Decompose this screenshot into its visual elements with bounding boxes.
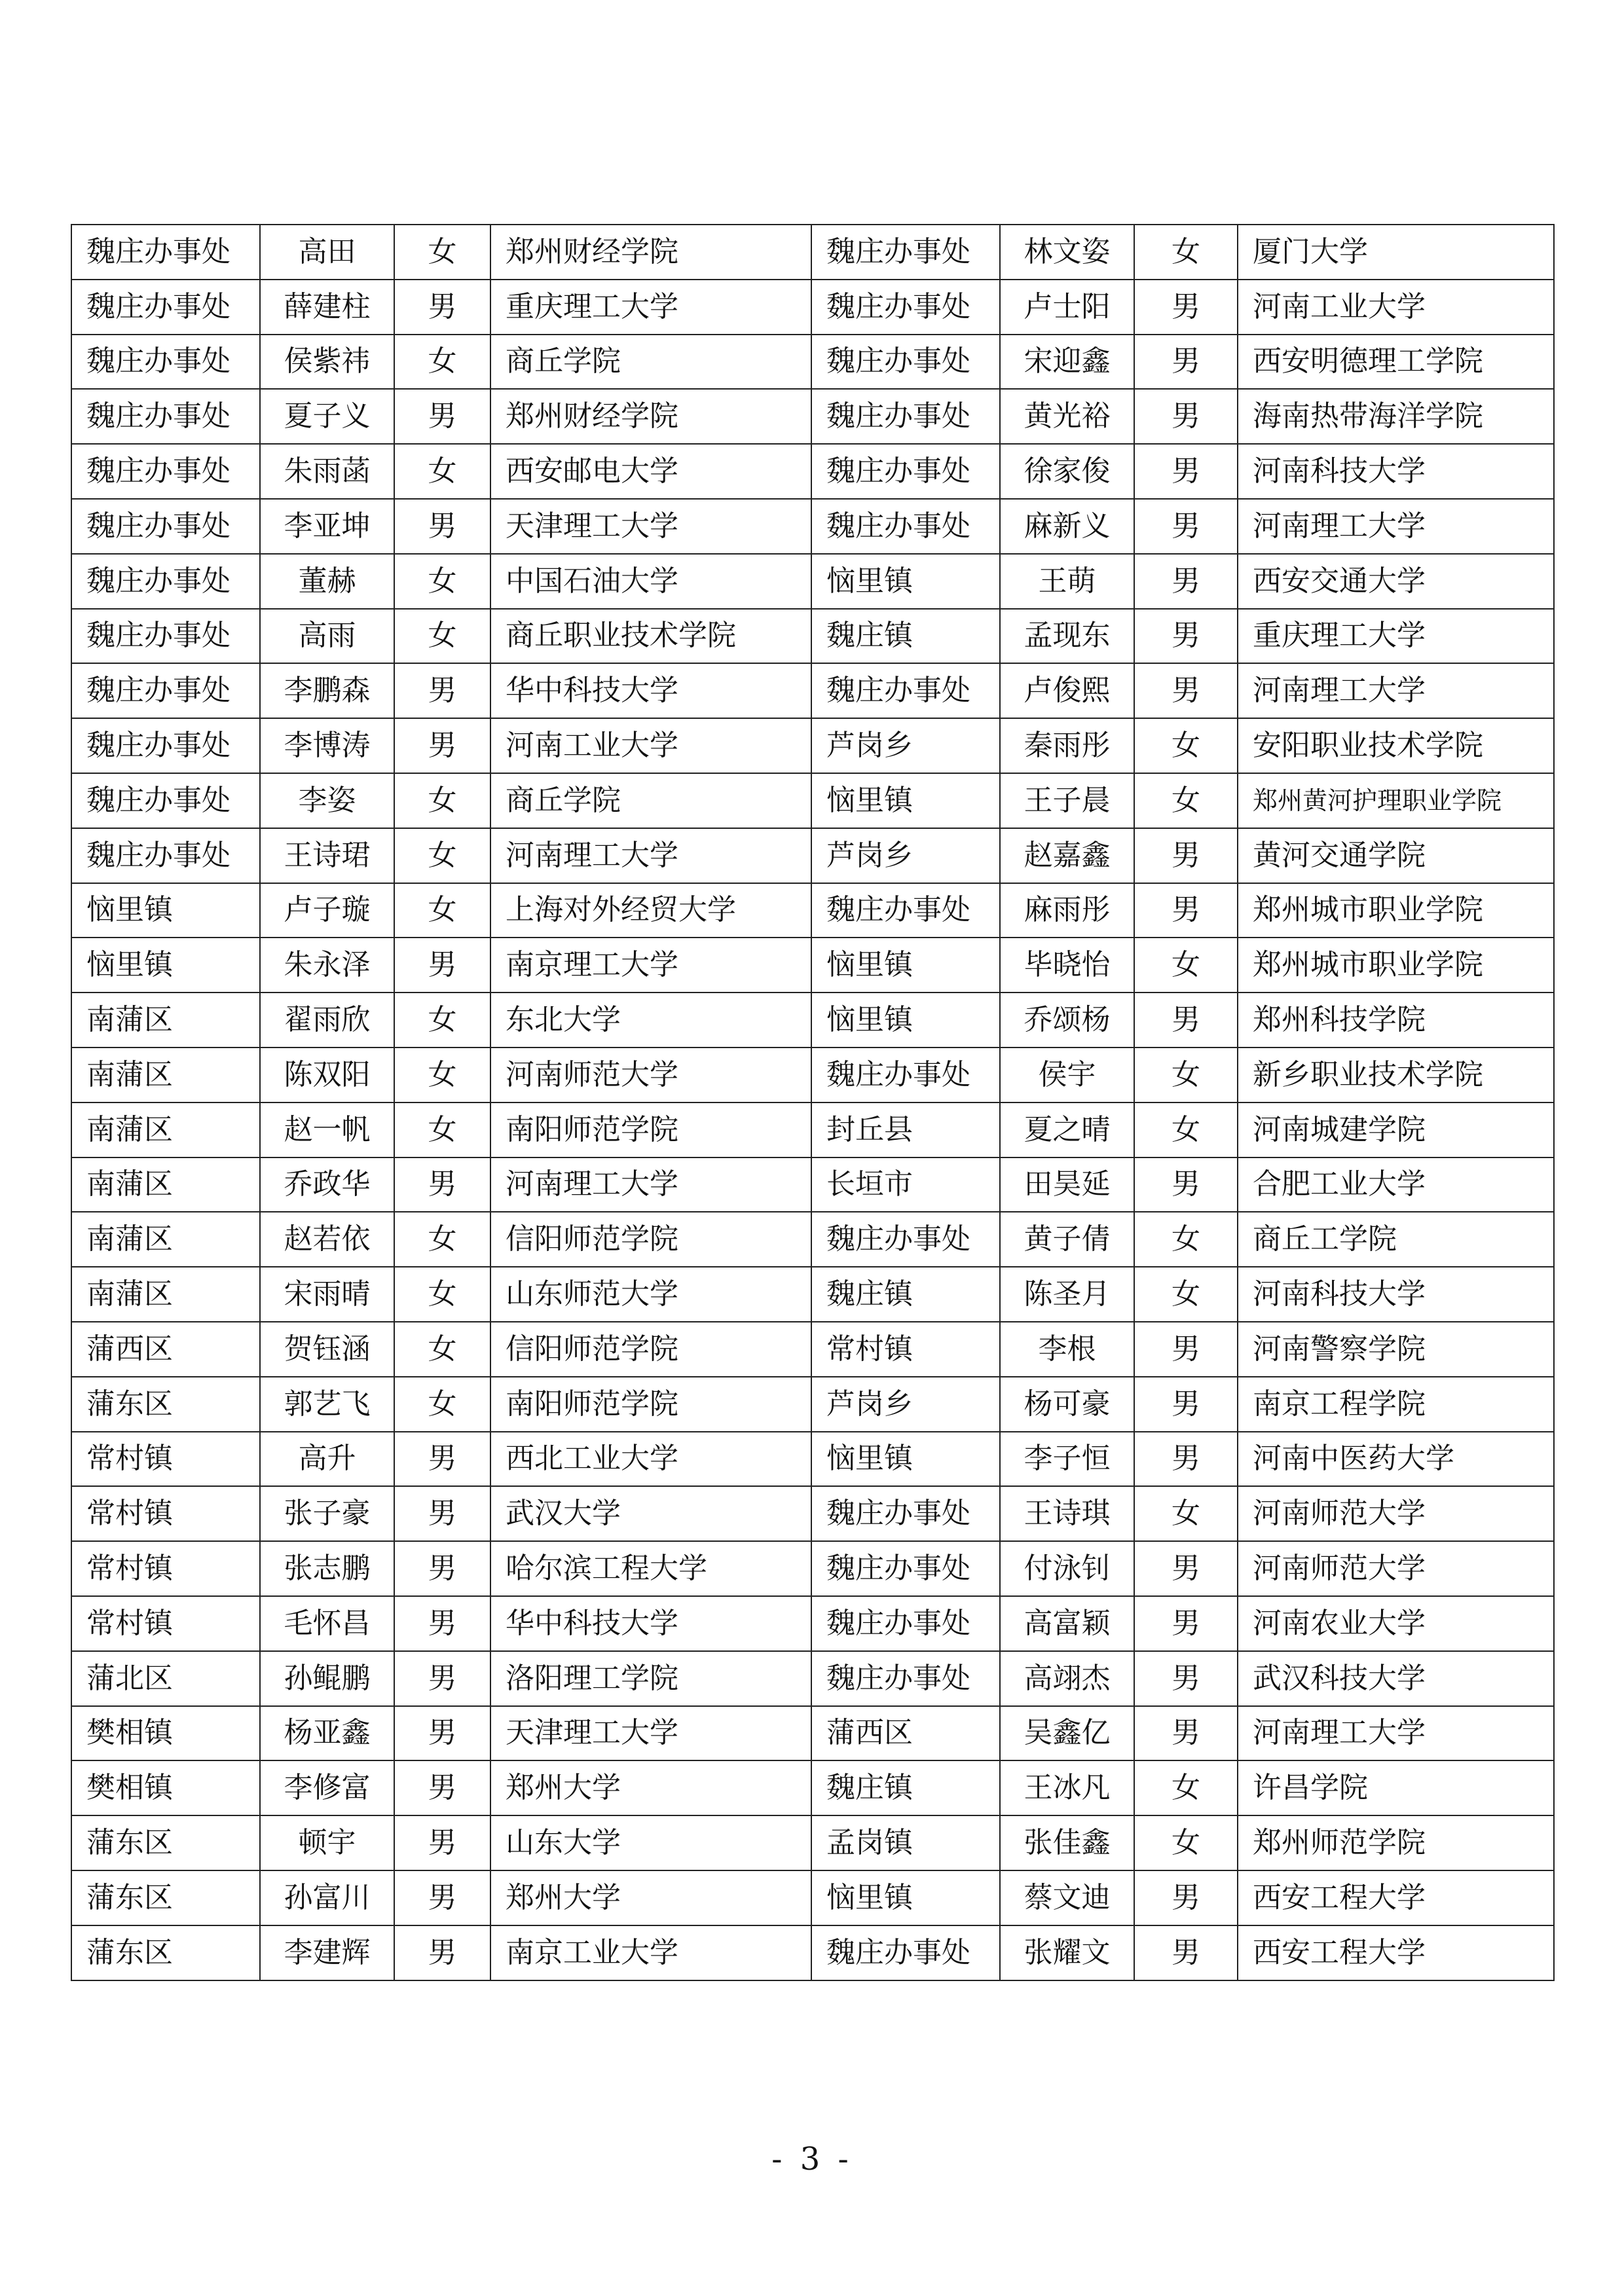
table-row (71, 1706, 1554, 1761)
right-township-cell: 恼里镇 (811, 1432, 1000, 1487)
right-township-cell: 魏庄办事处 (811, 1925, 1000, 1980)
right-gender-cell: 男 (1134, 1377, 1238, 1432)
right-gender-cell: 女 (1134, 225, 1238, 280)
left-university-cell: 武汉大学 (490, 1486, 811, 1541)
right-gender-cell: 男 (1134, 1706, 1238, 1761)
left-university-cell: 郑州大学 (490, 1760, 811, 1815)
left-university-cell: 山东大学 (490, 1815, 811, 1870)
right-gender-cell: 男 (1134, 1322, 1238, 1377)
right-name-cell: 李根 (1000, 1322, 1134, 1377)
right-township-cell: 魏庄办事处 (811, 1048, 1000, 1102)
table-row (71, 1760, 1554, 1815)
right-university-cell: 南京工程学院 (1238, 1377, 1554, 1432)
right-name-cell: 李子恒 (1000, 1432, 1134, 1487)
right-gender-cell: 男 (1134, 1870, 1238, 1925)
left-township-cell: 魏庄办事处 (71, 444, 260, 499)
left-university-cell: 哈尔滨工程大学 (490, 1541, 811, 1596)
left-township-cell: 魏庄办事处 (71, 663, 260, 718)
left-university-cell: 郑州财经学院 (490, 225, 811, 280)
right-gender-cell: 男 (1134, 1432, 1238, 1487)
table-row (71, 1157, 1554, 1212)
left-university-cell: 西北工业大学 (490, 1432, 811, 1487)
right-university-cell: 河南警察学院 (1238, 1322, 1554, 1377)
right-gender-cell: 男 (1134, 609, 1238, 664)
right-township-cell: 芦岗乡 (811, 718, 1000, 773)
right-university-cell: 新乡职业技术学院 (1238, 1048, 1554, 1102)
right-gender-cell: 男 (1134, 883, 1238, 938)
right-township-cell: 长垣市 (811, 1157, 1000, 1212)
left-gender-cell: 女 (394, 1377, 490, 1432)
right-township-cell: 魏庄办事处 (811, 1486, 1000, 1541)
right-gender-cell: 男 (1134, 828, 1238, 883)
left-gender-cell: 女 (394, 1102, 490, 1157)
table-row (71, 1651, 1554, 1706)
left-name-cell: 薛建柱 (260, 280, 394, 335)
left-gender-cell: 女 (394, 225, 490, 280)
left-university-cell: 河南师范大学 (490, 1048, 811, 1102)
right-gender-cell: 男 (1134, 1925, 1238, 1980)
left-township-cell: 魏庄办事处 (71, 773, 260, 828)
left-township-cell: 魏庄办事处 (71, 499, 260, 554)
right-university-cell: 安阳职业技术学院 (1238, 718, 1554, 773)
right-township-cell: 恼里镇 (811, 938, 1000, 993)
left-township-cell: 魏庄办事处 (71, 335, 260, 390)
left-name-cell: 李鹏森 (260, 663, 394, 718)
left-name-cell: 李建辉 (260, 1925, 394, 1980)
left-university-cell: 郑州财经学院 (490, 389, 811, 444)
right-name-cell: 付泳钊 (1000, 1541, 1134, 1596)
table-row (71, 609, 1554, 664)
left-township-cell: 常村镇 (71, 1432, 260, 1487)
left-gender-cell: 女 (394, 1322, 490, 1377)
table-row (71, 1267, 1554, 1322)
left-township-cell: 蒲东区 (71, 1377, 260, 1432)
right-university-cell: 河南理工大学 (1238, 1706, 1554, 1761)
left-name-cell: 翟雨欣 (260, 993, 394, 1048)
right-name-cell: 黄子倩 (1000, 1212, 1134, 1267)
left-gender-cell: 男 (394, 1760, 490, 1815)
right-gender-cell: 男 (1134, 993, 1238, 1048)
left-gender-cell: 男 (394, 1157, 490, 1212)
page-number: - 3 - (771, 2141, 853, 2178)
right-gender-cell: 男 (1134, 335, 1238, 390)
right-name-cell: 侯宇 (1000, 1048, 1134, 1102)
table-row (71, 1596, 1554, 1651)
right-township-cell: 魏庄办事处 (811, 1596, 1000, 1651)
table-row (71, 773, 1554, 828)
left-university-cell: 南阳师范学院 (490, 1377, 811, 1432)
table-row (71, 1541, 1554, 1596)
right-township-cell: 魏庄办事处 (811, 1212, 1000, 1267)
left-township-cell: 常村镇 (71, 1541, 260, 1596)
right-university-cell: 厦门大学 (1238, 225, 1554, 280)
right-university-cell: 重庆理工大学 (1238, 609, 1554, 664)
left-gender-cell: 男 (394, 1706, 490, 1761)
right-university-cell: 西安工程大学 (1238, 1925, 1554, 1980)
right-university-cell: 河南中医药大学 (1238, 1432, 1554, 1487)
right-name-cell: 张佳鑫 (1000, 1815, 1134, 1870)
right-name-cell: 麻新义 (1000, 499, 1134, 554)
right-university-cell: 河南师范大学 (1238, 1541, 1554, 1596)
left-university-cell: 天津理工大学 (490, 499, 811, 554)
right-township-cell: 芦岗乡 (811, 1377, 1000, 1432)
right-gender-cell: 女 (1134, 938, 1238, 993)
table-row (71, 389, 1554, 444)
left-name-cell: 王诗珺 (260, 828, 394, 883)
left-gender-cell: 女 (394, 609, 490, 664)
right-name-cell: 田昊延 (1000, 1157, 1134, 1212)
right-gender-cell: 男 (1134, 663, 1238, 718)
left-township-cell: 常村镇 (71, 1596, 260, 1651)
table-row (71, 1377, 1554, 1432)
right-name-cell: 杨可豪 (1000, 1377, 1134, 1432)
left-university-cell: 南阳师范学院 (490, 1102, 811, 1157)
right-township-cell: 恼里镇 (811, 993, 1000, 1048)
left-university-cell: 河南工业大学 (490, 718, 811, 773)
left-gender-cell: 男 (394, 718, 490, 773)
left-name-cell: 卢子璇 (260, 883, 394, 938)
left-gender-cell: 男 (394, 389, 490, 444)
right-gender-cell: 男 (1134, 554, 1238, 609)
right-gender-cell: 女 (1134, 1048, 1238, 1102)
right-university-cell: 河南工业大学 (1238, 280, 1554, 335)
right-gender-cell: 女 (1134, 1212, 1238, 1267)
table-row (71, 335, 1554, 390)
left-township-cell: 樊相镇 (71, 1706, 260, 1761)
right-township-cell: 恼里镇 (811, 1870, 1000, 1925)
right-name-cell: 陈圣月 (1000, 1267, 1134, 1322)
left-gender-cell: 女 (394, 993, 490, 1048)
right-name-cell: 宋迎鑫 (1000, 335, 1134, 390)
right-township-cell: 魏庄办事处 (811, 1651, 1000, 1706)
left-name-cell: 乔政华 (260, 1157, 394, 1212)
right-name-cell: 乔颂杨 (1000, 993, 1134, 1048)
right-university-cell: 河南农业大学 (1238, 1596, 1554, 1651)
right-gender-cell: 男 (1134, 1541, 1238, 1596)
right-township-cell: 魏庄办事处 (811, 663, 1000, 718)
left-name-cell: 杨亚鑫 (260, 1706, 394, 1761)
left-name-cell: 孙富川 (260, 1870, 394, 1925)
left-gender-cell: 男 (394, 1486, 490, 1541)
left-name-cell: 李亚坤 (260, 499, 394, 554)
table-row (71, 1212, 1554, 1267)
right-university-cell: 海南热带海洋学院 (1238, 389, 1554, 444)
right-township-cell: 魏庄办事处 (811, 225, 1000, 280)
right-university-cell: 西安明德理工学院 (1238, 335, 1554, 390)
right-gender-cell: 女 (1134, 1486, 1238, 1541)
left-university-cell: 河南理工大学 (490, 1157, 811, 1212)
right-gender-cell: 女 (1134, 773, 1238, 828)
right-university-cell: 河南城建学院 (1238, 1102, 1554, 1157)
left-gender-cell: 女 (394, 883, 490, 938)
table-row (71, 499, 1554, 554)
right-name-cell: 张耀文 (1000, 1925, 1134, 1980)
left-university-cell: 华中科技大学 (490, 663, 811, 718)
table-row (71, 663, 1554, 718)
right-university-cell: 郑州师范学院 (1238, 1815, 1554, 1870)
left-gender-cell: 女 (394, 335, 490, 390)
right-township-cell: 魏庄办事处 (811, 335, 1000, 390)
right-township-cell: 恼里镇 (811, 773, 1000, 828)
right-university-cell: 河南师范大学 (1238, 1486, 1554, 1541)
right-gender-cell: 男 (1134, 1596, 1238, 1651)
right-university-cell: 合肥工业大学 (1238, 1157, 1554, 1212)
left-university-cell: 信阳师范学院 (490, 1322, 811, 1377)
right-university-cell: 黄河交通学院 (1238, 828, 1554, 883)
left-gender-cell: 男 (394, 1432, 490, 1487)
left-name-cell: 高升 (260, 1432, 394, 1487)
right-university-cell: 河南理工大学 (1238, 499, 1554, 554)
right-university-cell: 河南科技大学 (1238, 1267, 1554, 1322)
right-township-cell: 魏庄办事处 (811, 883, 1000, 938)
left-gender-cell: 男 (394, 1815, 490, 1870)
right-name-cell: 蔡文迪 (1000, 1870, 1134, 1925)
left-township-cell: 南蒲区 (71, 993, 260, 1048)
left-gender-cell: 男 (394, 1651, 490, 1706)
left-name-cell: 赵一帆 (260, 1102, 394, 1157)
right-gender-cell: 男 (1134, 1157, 1238, 1212)
table-row (71, 280, 1554, 335)
right-university-cell: 西安工程大学 (1238, 1870, 1554, 1925)
left-university-cell: 重庆理工大学 (490, 280, 811, 335)
right-university-cell: 商丘工学院 (1238, 1212, 1554, 1267)
right-gender-cell: 女 (1134, 1815, 1238, 1870)
left-university-cell: 东北大学 (490, 993, 811, 1048)
right-university-cell: 郑州科技学院 (1238, 993, 1554, 1048)
right-township-cell: 魏庄办事处 (811, 1541, 1000, 1596)
left-name-cell: 李博涛 (260, 718, 394, 773)
table-row (71, 1048, 1554, 1102)
right-township-cell: 常村镇 (811, 1322, 1000, 1377)
left-gender-cell: 男 (394, 1870, 490, 1925)
right-township-cell: 恼里镇 (811, 554, 1000, 609)
right-name-cell: 卢俊熙 (1000, 663, 1134, 718)
right-township-cell: 蒲西区 (811, 1706, 1000, 1761)
left-gender-cell: 男 (394, 938, 490, 993)
table-row (71, 1486, 1554, 1541)
left-name-cell: 高田 (260, 225, 394, 280)
left-university-cell: 洛阳理工学院 (490, 1651, 811, 1706)
right-gender-cell: 女 (1134, 1267, 1238, 1322)
left-township-cell: 魏庄办事处 (71, 828, 260, 883)
table-row (71, 1102, 1554, 1157)
right-gender-cell: 男 (1134, 499, 1238, 554)
left-university-cell: 商丘学院 (490, 773, 811, 828)
right-township-cell: 芦岗乡 (811, 828, 1000, 883)
right-township-cell: 魏庄镇 (811, 609, 1000, 664)
right-name-cell: 徐家俊 (1000, 444, 1134, 499)
table-row (71, 1925, 1554, 1980)
left-name-cell: 张子豪 (260, 1486, 394, 1541)
left-township-cell: 蒲北区 (71, 1651, 260, 1706)
left-name-cell: 董赫 (260, 554, 394, 609)
left-name-cell: 李姿 (260, 773, 394, 828)
right-university-cell: 西安交通大学 (1238, 554, 1554, 609)
left-name-cell: 侯紫祎 (260, 335, 394, 390)
table-row (71, 828, 1554, 883)
table-row (71, 1870, 1554, 1925)
left-gender-cell: 女 (394, 773, 490, 828)
left-gender-cell: 男 (394, 1596, 490, 1651)
roster-table (71, 224, 1555, 1981)
table-row (71, 883, 1554, 938)
table-row (71, 718, 1554, 773)
right-township-cell: 魏庄镇 (811, 1760, 1000, 1815)
table-row (71, 993, 1554, 1048)
left-university-cell: 南京工业大学 (490, 1925, 811, 1980)
right-name-cell: 赵嘉鑫 (1000, 828, 1134, 883)
left-name-cell: 顿宇 (260, 1815, 394, 1870)
left-university-cell: 河南理工大学 (490, 828, 811, 883)
right-name-cell: 卢士阳 (1000, 280, 1134, 335)
right-name-cell: 夏之晴 (1000, 1102, 1134, 1157)
left-gender-cell: 男 (394, 499, 490, 554)
right-name-cell: 王冰凡 (1000, 1760, 1134, 1815)
right-name-cell: 王子晨 (1000, 773, 1134, 828)
left-name-cell: 宋雨晴 (260, 1267, 394, 1322)
left-name-cell: 毛怀昌 (260, 1596, 394, 1651)
left-name-cell: 高雨 (260, 609, 394, 664)
right-name-cell: 王萌 (1000, 554, 1134, 609)
right-university-cell: 河南理工大学 (1238, 663, 1554, 718)
left-university-cell: 西安邮电大学 (490, 444, 811, 499)
table-row (71, 1322, 1554, 1377)
left-name-cell: 朱雨菡 (260, 444, 394, 499)
left-township-cell: 南蒲区 (71, 1157, 260, 1212)
right-township-cell: 魏庄办事处 (811, 280, 1000, 335)
right-gender-cell: 男 (1134, 389, 1238, 444)
right-township-cell: 封丘县 (811, 1102, 1000, 1157)
right-name-cell: 秦雨彤 (1000, 718, 1134, 773)
left-gender-cell: 女 (394, 1267, 490, 1322)
right-gender-cell: 男 (1134, 444, 1238, 499)
roster-table-body (71, 225, 1554, 1980)
left-township-cell: 南蒲区 (71, 1048, 260, 1102)
right-township-cell: 孟岗镇 (811, 1815, 1000, 1870)
left-township-cell: 魏庄办事处 (71, 225, 260, 280)
right-name-cell: 黄光裕 (1000, 389, 1134, 444)
left-township-cell: 蒲东区 (71, 1925, 260, 1980)
left-township-cell: 魏庄办事处 (71, 718, 260, 773)
left-gender-cell: 男 (394, 1925, 490, 1980)
left-township-cell: 南蒲区 (71, 1102, 260, 1157)
left-university-cell: 信阳师范学院 (490, 1212, 811, 1267)
left-name-cell: 李修富 (260, 1760, 394, 1815)
left-township-cell: 魏庄办事处 (71, 554, 260, 609)
left-university-cell: 商丘学院 (490, 335, 811, 390)
left-township-cell: 蒲西区 (71, 1322, 260, 1377)
left-gender-cell: 女 (394, 828, 490, 883)
left-name-cell: 郭艺飞 (260, 1377, 394, 1432)
left-name-cell: 夏子义 (260, 389, 394, 444)
right-name-cell: 毕晓怡 (1000, 938, 1134, 993)
left-gender-cell: 男 (394, 663, 490, 718)
right-township-cell: 魏庄办事处 (811, 444, 1000, 499)
right-name-cell: 孟现东 (1000, 609, 1134, 664)
right-gender-cell: 女 (1134, 718, 1238, 773)
right-township-cell: 魏庄镇 (811, 1267, 1000, 1322)
left-township-cell: 樊相镇 (71, 1760, 260, 1815)
left-township-cell: 魏庄办事处 (71, 609, 260, 664)
right-gender-cell: 男 (1134, 1651, 1238, 1706)
left-name-cell: 朱永泽 (260, 938, 394, 993)
left-university-cell: 南京理工大学 (490, 938, 811, 993)
right-university-cell: 郑州城市职业学院 (1238, 883, 1554, 938)
left-gender-cell: 女 (394, 444, 490, 499)
left-gender-cell: 女 (394, 1212, 490, 1267)
left-township-cell: 南蒲区 (71, 1212, 260, 1267)
left-name-cell: 张志鹏 (260, 1541, 394, 1596)
left-township-cell: 蒲东区 (71, 1870, 260, 1925)
right-name-cell: 林文姿 (1000, 225, 1134, 280)
left-university-cell: 华中科技大学 (490, 1596, 811, 1651)
left-township-cell: 恼里镇 (71, 938, 260, 993)
right-university-cell: 郑州城市职业学院 (1238, 938, 1554, 993)
left-township-cell: 蒲东区 (71, 1815, 260, 1870)
right-gender-cell: 女 (1134, 1102, 1238, 1157)
table-row (71, 938, 1554, 993)
right-name-cell: 高富颖 (1000, 1596, 1134, 1651)
left-township-cell: 常村镇 (71, 1486, 260, 1541)
right-university-cell: 河南科技大学 (1238, 444, 1554, 499)
left-gender-cell: 女 (394, 554, 490, 609)
left-university-cell: 中国石油大学 (490, 554, 811, 609)
left-university-cell: 天津理工大学 (490, 1706, 811, 1761)
table-row (71, 1432, 1554, 1487)
left-name-cell: 贺钰涵 (260, 1322, 394, 1377)
left-township-cell: 南蒲区 (71, 1267, 260, 1322)
table-row (71, 444, 1554, 499)
left-university-cell: 上海对外经贸大学 (490, 883, 811, 938)
left-university-cell: 山东师范大学 (490, 1267, 811, 1322)
right-university-cell: 武汉科技大学 (1238, 1651, 1554, 1706)
left-name-cell: 赵若依 (260, 1212, 394, 1267)
left-township-cell: 恼里镇 (71, 883, 260, 938)
right-name-cell: 王诗琪 (1000, 1486, 1134, 1541)
right-name-cell: 吴鑫亿 (1000, 1706, 1134, 1761)
left-township-cell: 魏庄办事处 (71, 280, 260, 335)
left-name-cell: 孙鲲鹏 (260, 1651, 394, 1706)
right-township-cell: 魏庄办事处 (811, 499, 1000, 554)
table-row (71, 554, 1554, 609)
left-name-cell: 陈双阳 (260, 1048, 394, 1102)
left-university-cell: 商丘职业技术学院 (490, 609, 811, 664)
left-township-cell: 魏庄办事处 (71, 389, 260, 444)
right-name-cell: 高翊杰 (1000, 1651, 1134, 1706)
left-university-cell: 郑州大学 (490, 1870, 811, 1925)
table-row (71, 1815, 1554, 1870)
right-university-cell: 许昌学院 (1238, 1760, 1554, 1815)
table-row (71, 225, 1554, 280)
right-gender-cell: 女 (1134, 1760, 1238, 1815)
left-gender-cell: 男 (394, 280, 490, 335)
right-name-cell: 麻雨彤 (1000, 883, 1134, 938)
right-university-cell: 郑州黄河护理职业学院 (1238, 773, 1554, 828)
right-gender-cell: 男 (1134, 280, 1238, 335)
right-township-cell: 魏庄办事处 (811, 389, 1000, 444)
left-gender-cell: 女 (394, 1048, 490, 1102)
left-gender-cell: 男 (394, 1541, 490, 1596)
